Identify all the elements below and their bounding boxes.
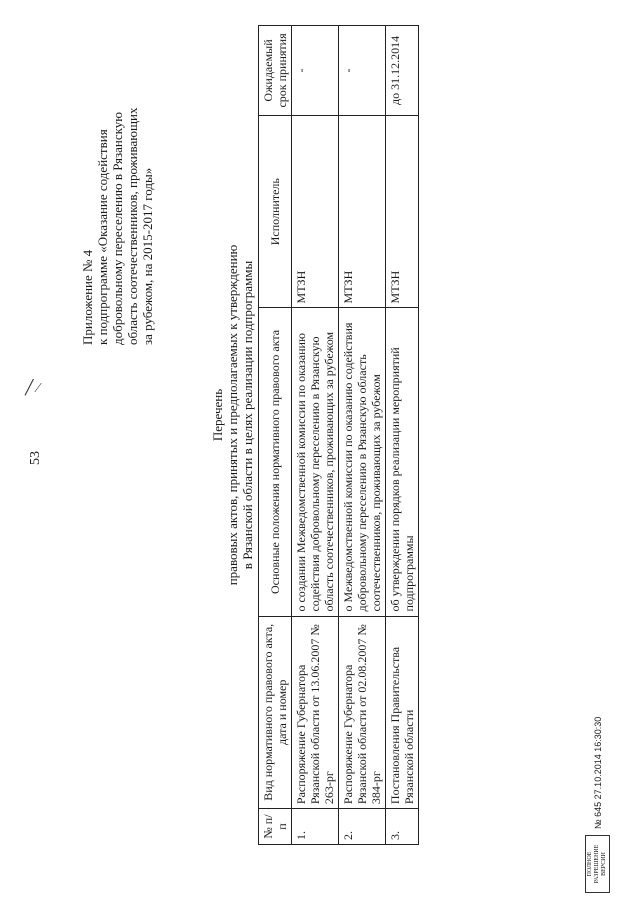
- cell-deadline: до 31.12.2014: [386, 26, 419, 116]
- table-row: [292, 26, 339, 845]
- cell-num: 3.: [386, 809, 419, 845]
- table-header-row: [259, 26, 292, 845]
- cell-type: Распоряжение Губернатора Рязанской области от 02.08.2007 № 384-рг: [339, 616, 386, 809]
- registration-stamp: [585, 717, 610, 893]
- appendix-line: к подпрограмме «Оказание содействия: [95, 129, 110, 345]
- page-number: 53: [28, 451, 43, 465]
- cell-content: об утверждении порядков реализации мероприятий подпрограммы: [386, 308, 419, 616]
- document-title: [210, 165, 255, 665]
- cell-type: Распоряжение Губернатора Рязанской области от 13.06.2007 № 263-рг: [292, 616, 339, 809]
- header-deadline: Ожидаемый срок принятия: [259, 26, 292, 116]
- scan-mark-icon: ╱ ⁄: [25, 381, 40, 396]
- cell-content: о Межведомственной комиссии по оказанию содействия добровольному переселению в Рязанскую область соотечественников, проживающих за рубежом: [339, 308, 386, 616]
- title-line: правовых актов, принятых и предполагаемых к утверждению: [225, 244, 240, 586]
- cell-executor: МТЗН: [292, 115, 339, 308]
- appendix-line: Приложение № 4: [80, 249, 95, 345]
- cell-executor: МТЗН: [386, 115, 419, 308]
- title-line: Перечень: [210, 388, 225, 442]
- table-row: [339, 26, 386, 845]
- table-row: [386, 26, 419, 845]
- cell-deadline: -: [292, 26, 339, 116]
- document-reference: № 645 27.10.2014 16:30:30: [592, 716, 603, 829]
- header-executor: Исполнитель: [259, 115, 292, 308]
- cell-executor: МТЗН: [339, 115, 386, 308]
- cell-deadline: -: [339, 26, 386, 116]
- cell-type: Постановления Правительства Рязанской области: [386, 616, 419, 809]
- cell-content: о создании Межведомственной комиссии по оказанию содействия добровольному переселению в Рязанскую область соотечественников, проживающих за рубежом: [292, 308, 339, 616]
- cell-num: 1.: [292, 809, 339, 845]
- title-line: в Рязанской области в целях реализации подпрограммы: [240, 260, 255, 570]
- appendix-line: за рубежом, на 2015-2017 годы»: [140, 167, 155, 345]
- appendix-header: [80, 45, 155, 345]
- legal-acts-table: [258, 25, 419, 845]
- header-content: Основные положения нормативного правового акта: [259, 308, 292, 616]
- appendix-line: добровольному переселению в Рязанскую: [110, 112, 125, 345]
- appendix-line: область соотечественников, проживающих: [125, 107, 140, 345]
- header-type: Вид нормативного правового акта, дата и номер: [259, 616, 292, 809]
- stamp-box: ПОЛНОЕ РАЗРЕШЕНИЕ ВЕРСИИ: [585, 835, 610, 893]
- header-num: № п/п: [259, 809, 292, 845]
- cell-num: 2.: [339, 809, 386, 845]
